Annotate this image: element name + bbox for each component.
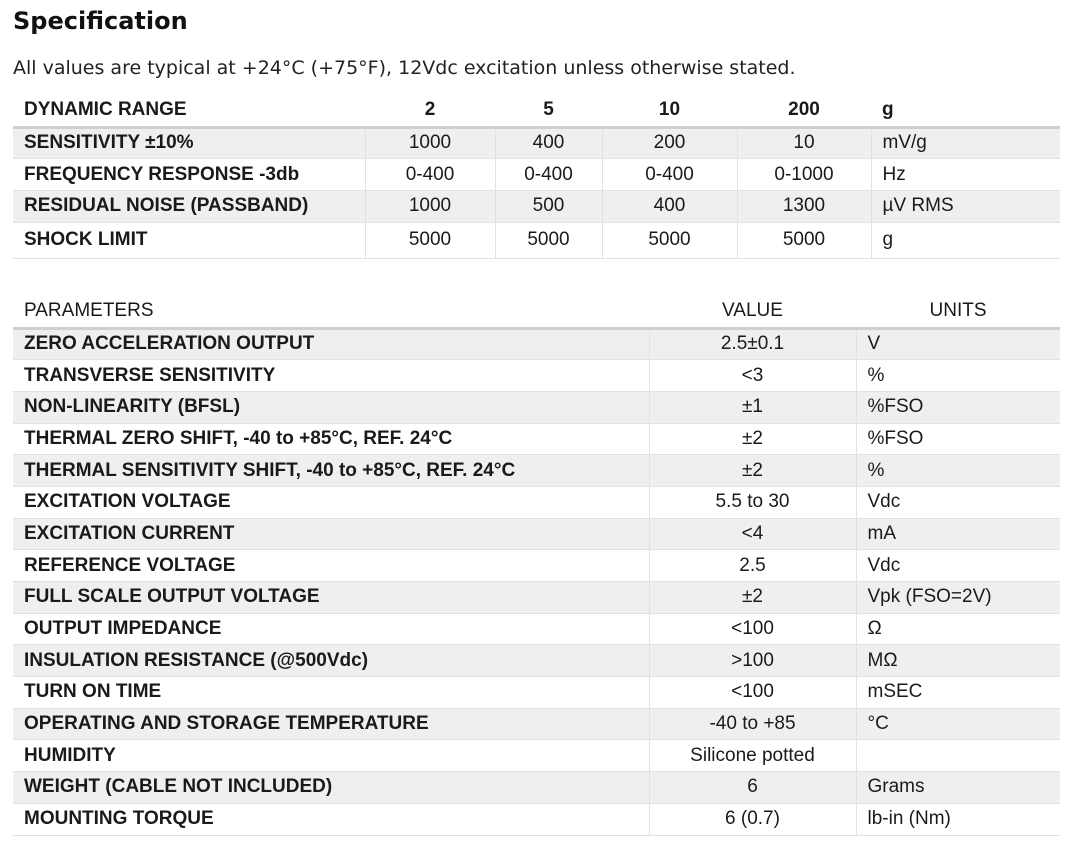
- row-label: SHOCK LIMIT: [13, 222, 365, 258]
- unit-cell: Grams: [856, 772, 1060, 804]
- value-cell: 5000: [602, 222, 737, 258]
- table-row: [13, 222, 1060, 258]
- unit-cell: V: [856, 328, 1060, 360]
- header-cell: VALUE: [649, 296, 856, 328]
- table-row: [13, 772, 1060, 804]
- table-row: [13, 550, 1060, 582]
- value-cell: 200: [602, 127, 737, 159]
- table-row: [13, 518, 1060, 550]
- table-row: [13, 423, 1060, 455]
- value-cell: 0-1000: [737, 159, 871, 191]
- unit-cell: %FSO: [856, 423, 1060, 455]
- unit-cell: Hz: [871, 159, 1060, 191]
- unit-cell: Vdc: [856, 550, 1060, 582]
- value-cell: 2.5: [649, 550, 856, 582]
- intro-text: All values are typical at +24°C (+75°F), 12Vdc excitation unless otherwise stated.: [13, 57, 796, 79]
- unit-cell: Vdc: [856, 486, 1060, 518]
- parameters-table: [13, 296, 1060, 836]
- row-label: EXCITATION VOLTAGE: [13, 486, 649, 518]
- header-cell: DYNAMIC RANGE: [13, 95, 365, 127]
- value-cell: 500: [495, 190, 602, 222]
- table-row: [13, 159, 1060, 191]
- row-label: TRANSVERSE SENSITIVITY: [13, 360, 649, 392]
- value-cell: ±1: [649, 391, 856, 423]
- unit-cell: Vpk (FSO=2V): [856, 582, 1060, 614]
- unit-cell: [856, 740, 1060, 772]
- value-cell: <100: [649, 677, 856, 709]
- unit-cell: µV RMS: [871, 190, 1060, 222]
- table-row: [13, 645, 1060, 677]
- table-row: [13, 127, 1060, 159]
- table-row: [13, 708, 1060, 740]
- unit-cell: mV/g: [871, 127, 1060, 159]
- value-cell: <4: [649, 518, 856, 550]
- unit-cell: %: [856, 360, 1060, 392]
- value-cell: <100: [649, 613, 856, 645]
- row-label: FULL SCALE OUTPUT VOLTAGE: [13, 582, 649, 614]
- table-row: [13, 328, 1060, 360]
- value-cell: 0-400: [495, 159, 602, 191]
- table-row: [13, 190, 1060, 222]
- table-row: [13, 677, 1060, 709]
- unit-cell: mA: [856, 518, 1060, 550]
- row-label: NON-LINEARITY (BFSL): [13, 391, 649, 423]
- table-row: [13, 391, 1060, 423]
- row-label: THERMAL ZERO SHIFT, -40 to +85°C, REF. 24°C: [13, 423, 649, 455]
- row-label: ZERO ACCELERATION OUTPUT: [13, 328, 649, 360]
- row-label: HUMIDITY: [13, 740, 649, 772]
- value-cell: 1000: [365, 190, 495, 222]
- value-cell: <3: [649, 360, 856, 392]
- row-label: THERMAL SENSITIVITY SHIFT, -40 to +85°C, REF. 24°C: [13, 455, 649, 487]
- value-cell: 0-400: [602, 159, 737, 191]
- unit-cell: MΩ: [856, 645, 1060, 677]
- value-cell: >100: [649, 645, 856, 677]
- table-row: [13, 613, 1060, 645]
- unit-cell: g: [871, 222, 1060, 258]
- unit-cell: mSEC: [856, 677, 1060, 709]
- value-cell: 1300: [737, 190, 871, 222]
- value-cell: 2.5±0.1: [649, 328, 856, 360]
- value-cell: ±2: [649, 423, 856, 455]
- row-label: REFERENCE VOLTAGE: [13, 550, 649, 582]
- row-label: FREQUENCY RESPONSE -3db: [13, 159, 365, 191]
- value-cell: 5000: [737, 222, 871, 258]
- row-label: SENSITIVITY ±10%: [13, 127, 365, 159]
- value-cell: 400: [602, 190, 737, 222]
- table-row: [13, 455, 1060, 487]
- value-cell: 10: [737, 127, 871, 159]
- value-cell: -40 to +85: [649, 708, 856, 740]
- table-row: [13, 740, 1060, 772]
- value-cell: ±2: [649, 455, 856, 487]
- value-cell: ±2: [649, 582, 856, 614]
- unit-cell: %FSO: [856, 391, 1060, 423]
- value-cell: 1000: [365, 127, 495, 159]
- value-cell: 6 (0.7): [649, 803, 856, 835]
- unit-cell: °C: [856, 708, 1060, 740]
- row-label: WEIGHT (CABLE NOT INCLUDED): [13, 772, 649, 804]
- row-label: OPERATING AND STORAGE TEMPERATURE: [13, 708, 649, 740]
- unit-cell: %: [856, 455, 1060, 487]
- row-label: INSULATION RESISTANCE (@500Vdc): [13, 645, 649, 677]
- row-label: TURN ON TIME: [13, 677, 649, 709]
- row-label: RESIDUAL NOISE (PASSBAND): [13, 190, 365, 222]
- header-cell: 10: [602, 95, 737, 127]
- value-cell: 6: [649, 772, 856, 804]
- table-row: [13, 360, 1060, 392]
- header-cell: PARAMETERS: [13, 296, 649, 328]
- header-cell: UNITS: [856, 296, 1060, 328]
- page-title: Specification: [13, 7, 188, 35]
- table-row: [13, 582, 1060, 614]
- table-header-row: [13, 296, 1060, 328]
- value-cell: 5.5 to 30: [649, 486, 856, 518]
- value-cell: 0-400: [365, 159, 495, 191]
- value-cell: 400: [495, 127, 602, 159]
- value-cell: Silicone potted: [649, 740, 856, 772]
- table-header-row: [13, 95, 1060, 127]
- table-row: [13, 803, 1060, 835]
- header-cell: g: [871, 95, 1060, 127]
- row-label: EXCITATION CURRENT: [13, 518, 649, 550]
- row-label: OUTPUT IMPEDANCE: [13, 613, 649, 645]
- value-cell: 5000: [365, 222, 495, 258]
- header-cell: 200: [737, 95, 871, 127]
- header-cell: 5: [495, 95, 602, 127]
- header-cell: 2: [365, 95, 495, 127]
- dynamic-range-table: [13, 95, 1060, 259]
- unit-cell: lb-in (Nm): [856, 803, 1060, 835]
- value-cell: 5000: [495, 222, 602, 258]
- table-row: [13, 486, 1060, 518]
- unit-cell: Ω: [856, 613, 1060, 645]
- row-label: MOUNTING TORQUE: [13, 803, 649, 835]
